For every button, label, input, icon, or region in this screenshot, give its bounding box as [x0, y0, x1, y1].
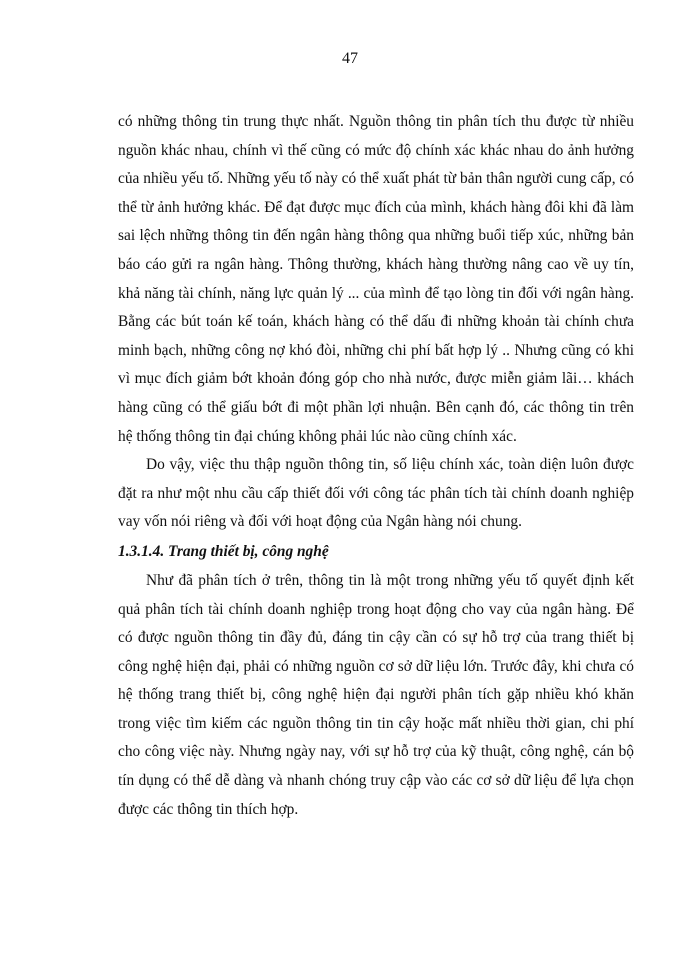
page-content — [118, 108, 634, 824]
page-number: 47 — [342, 50, 358, 67]
paragraph-information-accuracy: có những thông tin trung thực nhất. Nguồn thông tin phân tích thu được từ nhiều nguồn khác nhau, chính vì thế cũng có mức độ chính xác khác nhau do ảnh hưởng của nhiều yếu tố. Những yếu tố này có thể xuất phát từ bản thân người cung cấp, có thể từ ảnh hưởng khác. Để đạt được mục đích của mình, khách hàng đôi khi đã làm sai lệch những thông tin đến ngân hàng thông qua những buổi tiếp xúc, những bản báo cáo gửi ra ngân hàng. Thông thường, khách hàng thường nâng cao về uy tín, khả năng tài chính, năng lực quản lý ... của mình để tạo lòng tin đối với ngân hàng. Bằng các bút toán kế toán, khách hàng có thể dấu đi những khoản tài chính chưa minh bạch, những công nợ khó đòi, những chi phí bất hợp lý .. Nhưng cũng có khi vì mục đích giảm bớt khoản đóng góp cho nhà nước, được miễn giảm lãi… khách hàng cũng có thể giấu bớt đi một phần lợi nhuận. Bên cạnh đó, các thông tin trên hệ thống thông tin đại chúng không phải lúc nào cũng chính xác. — [118, 113, 634, 445]
section-heading: 1.3.1.4. Trang thiết bị, công nghệ — [118, 542, 329, 560]
paragraph-data-collection: Do vậy, việc thu thập nguồn thông tin, số liệu chính xác, toàn diện luôn được đặt ra như một nhu cầu cấp thiết đối với công tác phân tích tài chính doanh nghiệp vay vốn nói riêng và đối với hoạt động của Ngân hàng nói chung. — [118, 456, 634, 531]
paragraph-technology: Như đã phân tích ở trên, thông tin là một trong những yếu tố quyết định kết quả phân tích tài chính doanh nghiệp trong hoạt động cho vay của ngân hàng. Để có được nguồn thông tin đầy đủ, đáng tin cậy cần có sự hỗ trợ của trang thiết bị công nghệ hiện đại, phải có những nguồn cơ sở dữ liệu lớn. Trước đây, khi chưa có hệ thống trang thiết bị, công nghệ hiện đại người phân tích gặp nhiều khó khăn trong việc tìm kiếm các nguồn thông tin tin cậy hoặc mất nhiều thời gian, chi phí cho công việc này. Nhưng ngày nay, với sự hỗ trợ của kỹ thuật, công nghệ, cán bộ tín dụng có thể dễ dàng và nhanh chóng truy cập vào các cơ sở dữ liệu để lựa chọn được các thông tin thích hợp. — [118, 571, 634, 818]
